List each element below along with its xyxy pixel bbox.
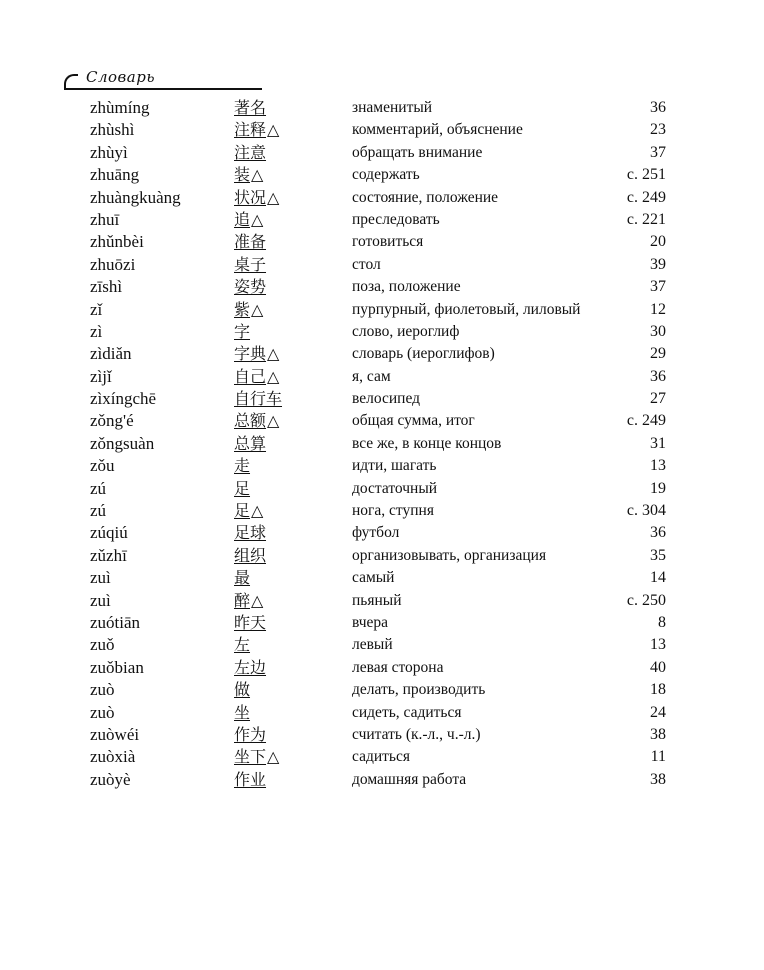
- entry-mark-icon: △: [251, 299, 264, 319]
- entry-page-ref: 20: [650, 233, 666, 251]
- entry-meaning: домашняя работа: [352, 770, 467, 788]
- entry-page-ref: 27: [650, 390, 666, 408]
- entry-pinyin: zǒng'é: [90, 411, 134, 431]
- entry-hanzi: [234, 321, 251, 343]
- entry-pinyin: zǔzhī: [90, 545, 127, 565]
- dictionary-entry: [0, 299, 764, 321]
- entry-hanzi: [234, 455, 251, 477]
- entry-hanzi: [234, 142, 267, 164]
- entry-hanzi: [234, 209, 263, 231]
- entry-hanzi-text: 醉: [234, 590, 251, 610]
- entry-hanzi: [234, 478, 251, 500]
- entry-pinyin: zhuī: [90, 209, 120, 229]
- entry-page-ref: 37: [650, 278, 666, 296]
- entry-hanzi-text: 自行车: [234, 389, 283, 409]
- entry-pinyin: zuòwéi: [90, 724, 140, 744]
- entry-pinyin: zuì: [90, 590, 111, 610]
- entry-meaning: состояние, положение: [352, 188, 499, 206]
- entry-mark-icon: △: [267, 747, 280, 767]
- dictionary-entry: [0, 187, 764, 209]
- entry-meaning: преследовать: [352, 210, 440, 228]
- entry-hanzi: [234, 254, 267, 276]
- dictionary-entry: [0, 522, 764, 544]
- entry-pinyin: zhuàngkuàng: [90, 187, 181, 207]
- entry-hanzi-text: 字典: [234, 344, 267, 364]
- entry-hanzi-text: 紫: [234, 299, 251, 319]
- entry-hanzi-text: 著名: [234, 98, 267, 117]
- entry-mark-icon: △: [267, 120, 280, 140]
- entry-meaning: общая сумма, итог: [352, 412, 475, 430]
- entry-hanzi-text: 姿势: [234, 277, 267, 297]
- entry-page-ref: с. 249: [626, 188, 666, 206]
- entry-hanzi-text: 足: [234, 478, 251, 498]
- entry-hanzi-text: 作业: [234, 769, 267, 789]
- entry-meaning: делать, производить: [352, 681, 486, 699]
- entry-meaning: организовывать, организация: [352, 546, 547, 564]
- entry-hanzi-text: 坐: [234, 702, 251, 722]
- entry-hanzi-text: 左边: [234, 657, 267, 677]
- dictionary-entry: [0, 590, 764, 612]
- entry-pinyin: zì: [90, 321, 103, 341]
- entry-hanzi-text: 坐下: [234, 747, 267, 767]
- entry-page-ref: 23: [650, 121, 666, 139]
- entry-mark-icon: △: [267, 366, 280, 386]
- dictionary-entry: [0, 746, 764, 768]
- entry-hanzi-text: 做: [234, 680, 251, 700]
- entry-pinyin: zhǔnbèi: [90, 232, 144, 252]
- dictionary-entry: [0, 478, 764, 500]
- entry-page-ref: 36: [650, 367, 666, 385]
- entry-page-ref: 12: [650, 300, 666, 318]
- entry-hanzi: [234, 276, 267, 298]
- dictionary-entry: [0, 545, 764, 567]
- dictionary-entry: [0, 634, 764, 656]
- entry-meaning: самый: [352, 569, 395, 587]
- entry-pinyin: zuǒbian: [90, 657, 144, 677]
- entry-meaning: стол: [352, 255, 381, 273]
- dictionary-entry: [0, 410, 764, 432]
- entry-hanzi: [234, 97, 267, 119]
- entry-pinyin: zìjǐ: [90, 366, 112, 386]
- entry-meaning: все же, в конце концов: [352, 434, 502, 452]
- entry-hanzi: [234, 299, 263, 321]
- dictionary-entry: [0, 366, 764, 388]
- entry-hanzi: [234, 522, 267, 544]
- entry-mark-icon: △: [251, 590, 264, 610]
- dictionary-entry: [0, 164, 764, 186]
- entry-hanzi: [234, 590, 263, 612]
- entry-pinyin: zhùmíng: [90, 98, 150, 117]
- header-title: Словарь: [86, 68, 156, 86]
- entry-hanzi-text: 最: [234, 568, 251, 588]
- entry-hanzi: [234, 433, 267, 455]
- entry-page-ref: 18: [650, 681, 666, 699]
- entry-hanzi: [234, 500, 263, 522]
- entry-pinyin: zǒngsuàn: [90, 433, 155, 453]
- entry-meaning: считать (к.-л., ч.-л.): [352, 725, 481, 743]
- entry-mark-icon: △: [251, 165, 264, 185]
- entry-pinyin: zhùshì: [90, 120, 135, 140]
- entry-meaning: я, сам: [352, 367, 391, 385]
- entry-hanzi-text: 足: [234, 501, 251, 521]
- entry-pinyin: zuótiān: [90, 612, 141, 632]
- entry-pinyin: zǒu: [90, 456, 115, 476]
- entry-meaning: знаменитый: [352, 99, 433, 116]
- entry-pinyin: zhùyì: [90, 142, 128, 162]
- dictionary-entry: [0, 254, 764, 276]
- dictionary-entry: [0, 724, 764, 746]
- entry-hanzi-text: 总算: [234, 433, 267, 453]
- entry-hanzi: [234, 679, 251, 701]
- entry-hanzi-text: 注释: [234, 120, 267, 140]
- entry-mark-icon: △: [251, 209, 264, 229]
- entry-meaning: левая сторона: [352, 658, 444, 676]
- entry-page-ref: с. 221: [626, 210, 666, 228]
- entry-hanzi-text: 左: [234, 635, 251, 655]
- entry-mark-icon: △: [267, 344, 280, 364]
- entry-meaning: нога, ступня: [352, 502, 434, 520]
- entry-pinyin: zú: [90, 478, 107, 498]
- entry-meaning: обращать внимание: [352, 143, 483, 161]
- entry-meaning: пурпурный, фиолетовый, лиловый: [352, 300, 581, 318]
- entry-hanzi: [234, 567, 251, 589]
- entry-hanzi-text: 自己: [234, 366, 267, 386]
- dictionary-entries: [0, 97, 764, 791]
- entry-meaning: велосипед: [352, 390, 421, 408]
- entry-hanzi-text: 注意: [234, 142, 267, 162]
- entry-hanzi: [234, 612, 267, 634]
- dictionary-entry: [0, 388, 764, 410]
- dictionary-entry: [0, 612, 764, 634]
- entry-hanzi: [234, 388, 283, 410]
- dictionary-entry: [0, 231, 764, 253]
- entry-mark-icon: △: [267, 411, 280, 431]
- entry-page-ref: 35: [650, 546, 666, 564]
- entry-page-ref: с. 250: [626, 591, 666, 609]
- entry-pinyin: zúqiú: [90, 523, 128, 543]
- entry-meaning: готовиться: [352, 233, 424, 251]
- entry-page-ref: 38: [650, 770, 666, 788]
- entry-pinyin: zìxíngchē: [90, 389, 157, 409]
- entry-meaning: слово, иероглиф: [352, 322, 460, 340]
- entry-hanzi-text: 足球: [234, 523, 267, 543]
- entry-hanzi-text: 字: [234, 321, 251, 341]
- running-header: [64, 68, 262, 92]
- entry-hanzi: [234, 702, 251, 724]
- dictionary-entry: [0, 500, 764, 522]
- entry-hanzi: [234, 724, 267, 746]
- dictionary-entry: [0, 433, 764, 455]
- entry-hanzi-text: 昨天: [234, 612, 267, 632]
- entry-pinyin: zīshì: [90, 277, 123, 297]
- entry-meaning: пьяный: [352, 591, 402, 609]
- entry-page-ref: 24: [650, 703, 666, 721]
- entry-hanzi: [234, 657, 267, 679]
- entry-meaning: словарь (иероглифов): [352, 345, 495, 363]
- entry-page-ref: 13: [650, 457, 666, 475]
- dictionary-entry: [0, 343, 764, 365]
- entry-pinyin: zhuāng: [90, 165, 140, 185]
- entry-mark-icon: △: [251, 501, 264, 521]
- entry-hanzi: [234, 410, 279, 432]
- dictionary-entry: [0, 657, 764, 679]
- entry-meaning: содержать: [352, 166, 420, 184]
- dictionary-entry: [0, 679, 764, 701]
- entry-pinyin: zuò: [90, 680, 115, 700]
- entry-hanzi: [234, 746, 279, 768]
- entry-hanzi: [234, 231, 267, 253]
- entry-page-ref: 36: [650, 524, 666, 542]
- entry-page-ref: 11: [650, 748, 666, 766]
- entry-hanzi: [234, 634, 251, 656]
- entry-meaning: левый: [352, 636, 393, 654]
- entry-hanzi-text: 桌子: [234, 254, 267, 274]
- entry-page-ref: 8: [658, 613, 666, 631]
- entry-pinyin: zhuōzi: [90, 254, 136, 274]
- entry-meaning: футбол: [352, 524, 400, 542]
- entry-hanzi: [234, 119, 279, 141]
- entry-meaning: садиться: [352, 748, 410, 766]
- entry-meaning: вчера: [352, 613, 389, 631]
- entry-page-ref: 36: [650, 99, 666, 116]
- entry-pinyin: zǐ: [90, 299, 103, 319]
- entry-page-ref: 31: [650, 434, 666, 452]
- entry-hanzi-text: 准备: [234, 232, 267, 252]
- dictionary-entry: [0, 142, 764, 164]
- entry-pinyin: zuòyè: [90, 769, 131, 789]
- entry-hanzi-text: 组织: [234, 545, 267, 565]
- entry-page-ref: 30: [650, 322, 666, 340]
- dictionary-entry: [0, 769, 764, 791]
- entry-pinyin: zuì: [90, 568, 111, 588]
- dictionary-entry: [0, 567, 764, 589]
- entry-pinyin: zú: [90, 501, 107, 521]
- dictionary-entry: [0, 321, 764, 343]
- entry-hanzi-text: 追: [234, 209, 251, 229]
- entry-hanzi: [234, 187, 279, 209]
- entry-page-ref: 37: [650, 143, 666, 161]
- entry-mark-icon: △: [267, 187, 280, 207]
- entry-pinyin: zuòxià: [90, 747, 136, 767]
- entry-hanzi-text: 作为: [234, 724, 267, 744]
- entry-hanzi-text: 状况: [234, 187, 267, 207]
- entry-page-ref: с. 251: [626, 166, 666, 184]
- dictionary-entry: [0, 702, 764, 724]
- entry-hanzi: [234, 769, 267, 791]
- dictionary-entry: [0, 97, 764, 119]
- dictionary-entry: [0, 276, 764, 298]
- dictionary-entry: [0, 209, 764, 231]
- entry-page-ref: 14: [650, 569, 666, 587]
- entry-page-ref: 19: [650, 479, 666, 497]
- entry-hanzi-text: 总额: [234, 411, 267, 431]
- entry-pinyin: zuǒ: [90, 635, 115, 655]
- entry-pinyin: zuò: [90, 702, 115, 722]
- header-rule: [64, 88, 262, 90]
- entry-page-ref: с. 249: [626, 412, 666, 430]
- entry-hanzi-text: 装: [234, 165, 251, 185]
- entry-meaning: сидеть, садиться: [352, 703, 462, 721]
- entry-page-ref: 40: [650, 658, 666, 676]
- entry-meaning: комментарий, объяснение: [352, 121, 523, 139]
- entry-pinyin: zìdiǎn: [90, 344, 132, 364]
- dictionary-entry: [0, 455, 764, 477]
- entry-page-ref: 39: [650, 255, 666, 273]
- entry-page-ref: 13: [650, 636, 666, 654]
- dictionary-entry: [0, 119, 764, 141]
- entry-meaning: достаточный: [352, 479, 438, 497]
- entry-hanzi: [234, 366, 279, 388]
- entry-page-ref: с. 304: [626, 502, 666, 520]
- entry-page-ref: 38: [650, 725, 666, 743]
- entry-hanzi: [234, 164, 263, 186]
- entry-hanzi: [234, 545, 267, 567]
- entry-hanzi: [234, 343, 279, 365]
- entry-meaning: поза, положение: [352, 278, 461, 296]
- entry-meaning: идти, шагать: [352, 457, 437, 475]
- entry-hanzi-text: 走: [234, 456, 251, 476]
- entry-page-ref: 29: [650, 345, 666, 363]
